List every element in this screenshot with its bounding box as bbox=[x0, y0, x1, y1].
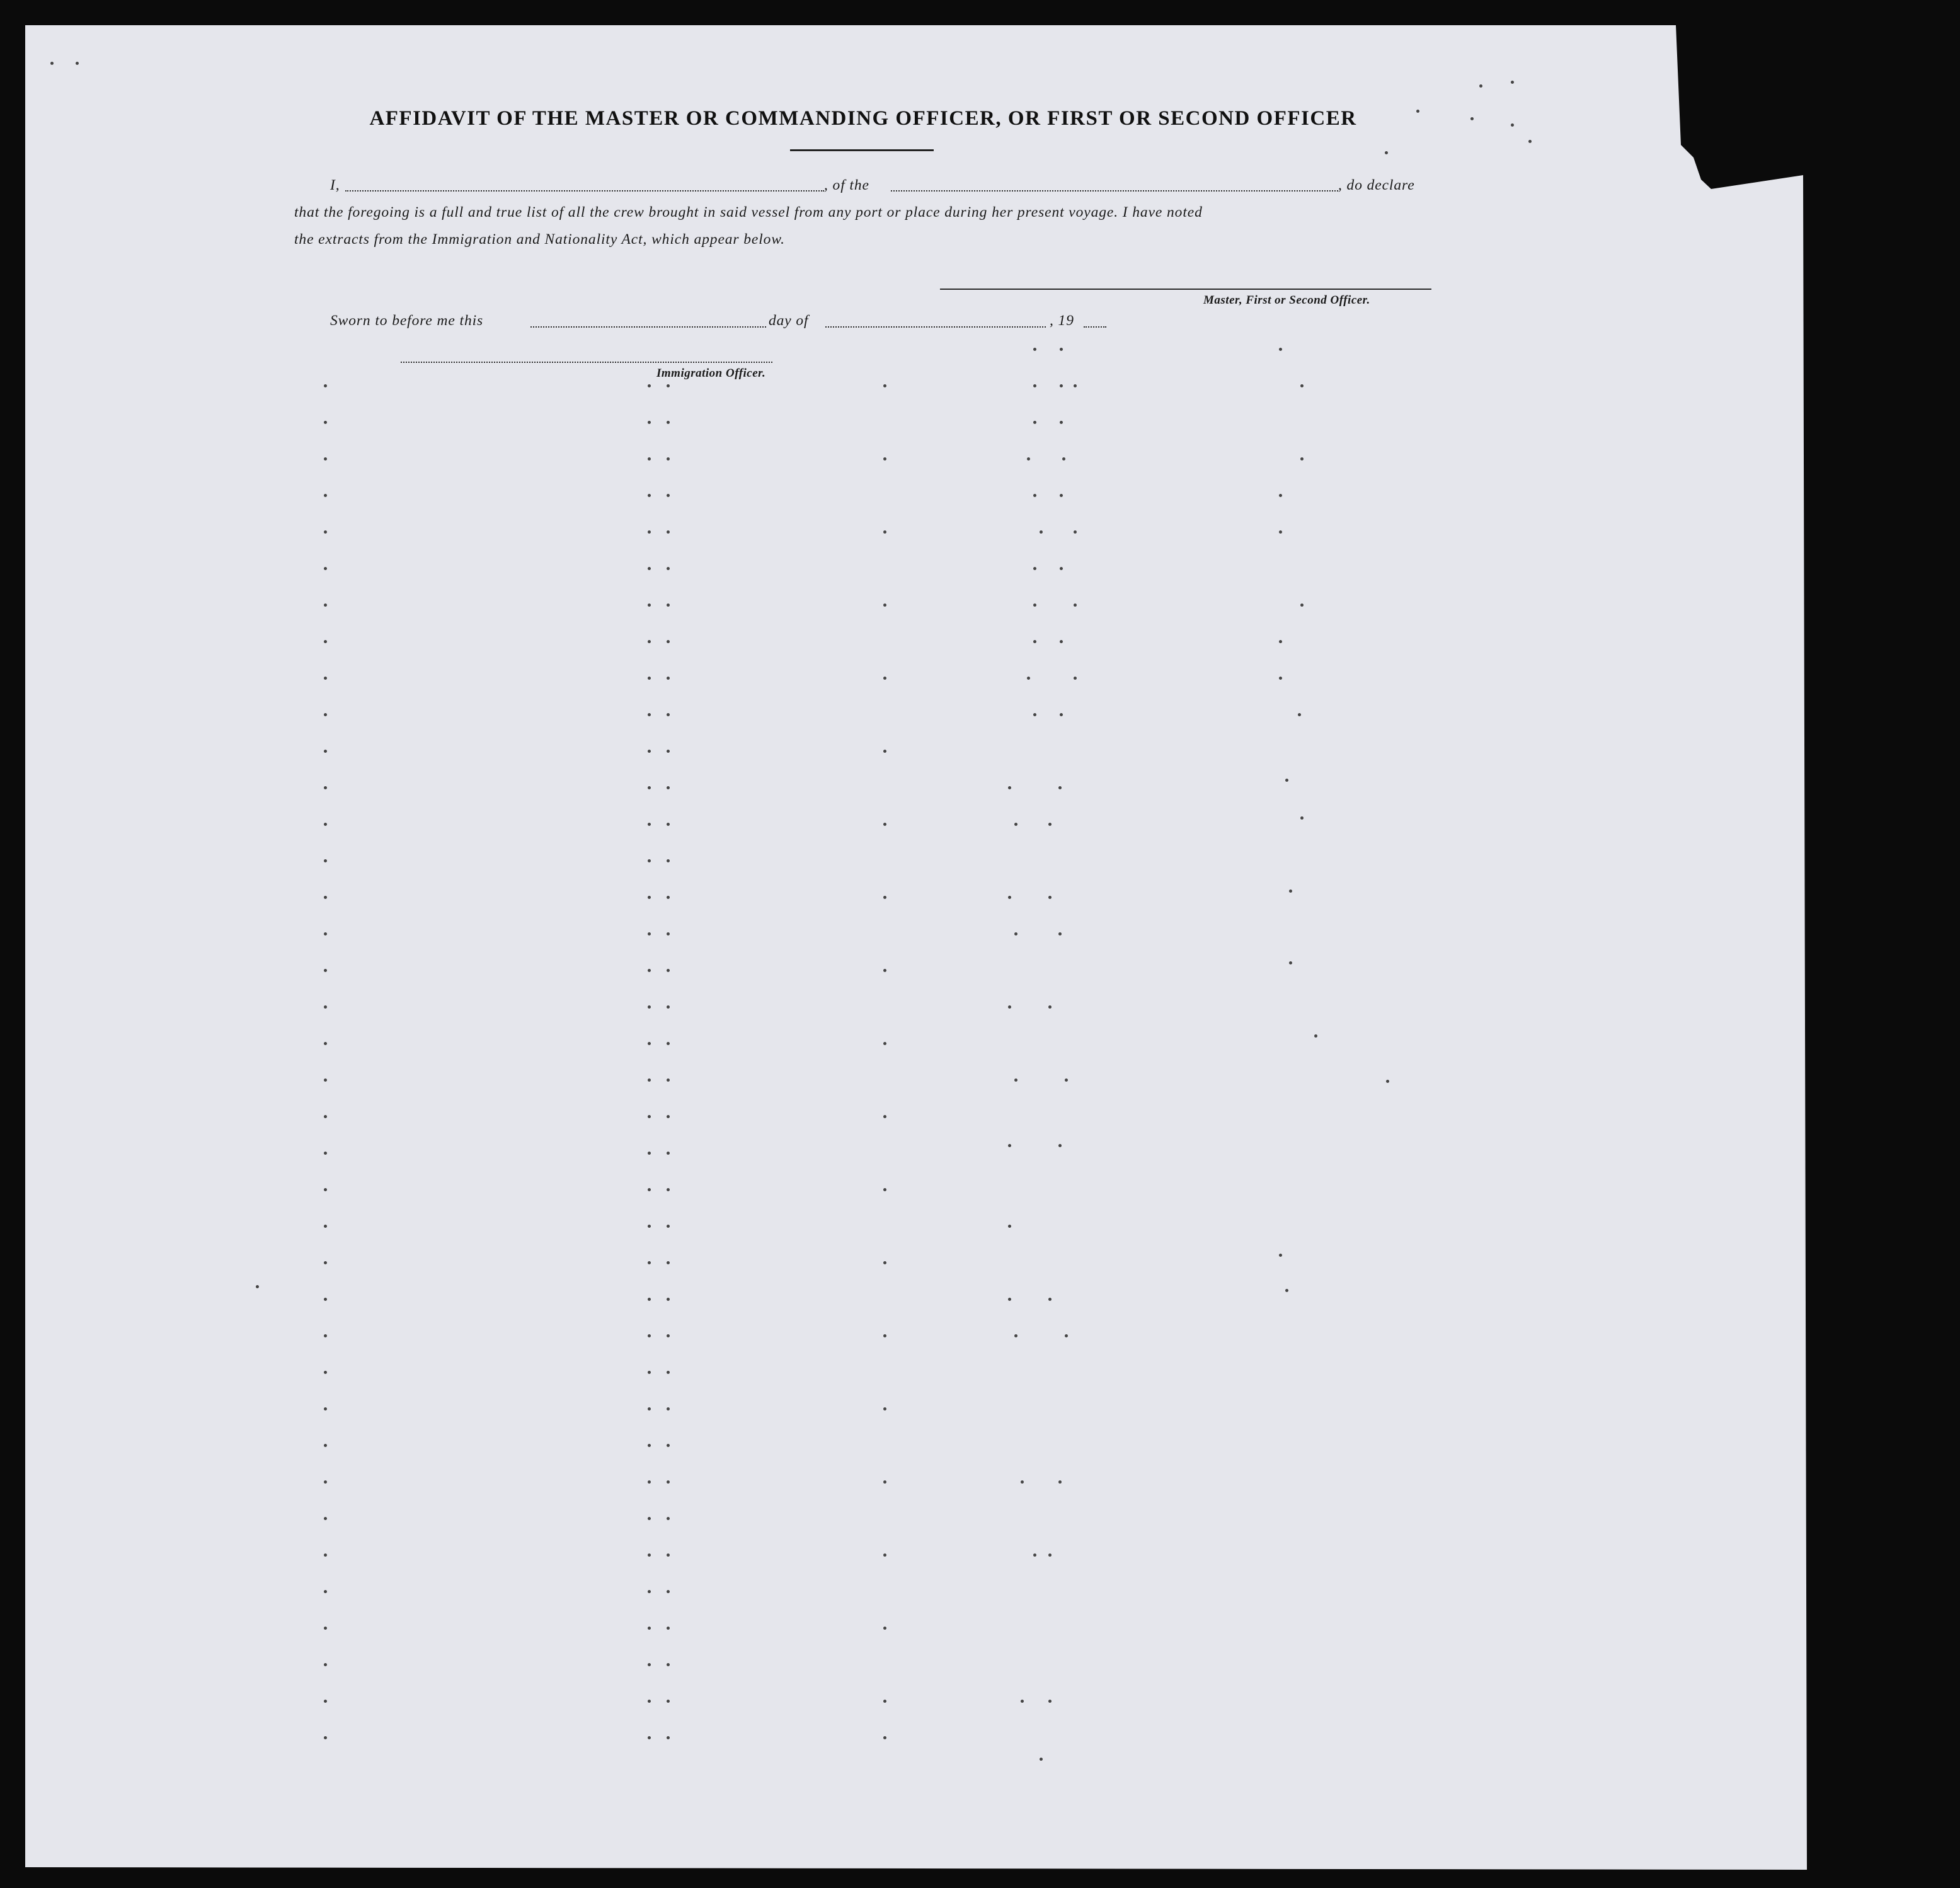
sworn-prefix: Sworn to before me this bbox=[330, 312, 484, 329]
year-blank-line bbox=[1084, 326, 1106, 328]
title-underline bbox=[790, 149, 934, 151]
sworn-day-of: day of bbox=[769, 312, 809, 329]
name-blank-line bbox=[345, 190, 824, 192]
master-signature-line bbox=[940, 289, 1431, 290]
master-signature-label: Master, First or Second Officer. bbox=[1203, 294, 1370, 307]
declaration-middle: , of the bbox=[824, 177, 869, 193]
affidavit-title: AFFIDAVIT OF THE MASTER OR COMMANDING OFFICER, OR FIRST OR SECOND OFFICER bbox=[369, 107, 1357, 130]
sworn-year-prefix: , 19 bbox=[1050, 312, 1074, 329]
declaration-text-line-2: that the foregoing is a full and true list of all the crew brought in said vessel from any port or place during her present voyage. I have noted bbox=[294, 204, 1203, 220]
month-blank-line bbox=[825, 326, 1046, 328]
vessel-blank-line bbox=[891, 190, 1338, 192]
declaration-text-line-3: the extracts from the Immigration and Nationality Act, which appear below. bbox=[294, 231, 785, 248]
declaration-start: I, bbox=[330, 177, 340, 193]
day-blank-line bbox=[530, 326, 766, 328]
officer-signature-line bbox=[401, 362, 772, 363]
officer-signature-label: Immigration Officer. bbox=[656, 367, 766, 380]
declaration-end: , do declare bbox=[1338, 177, 1415, 193]
